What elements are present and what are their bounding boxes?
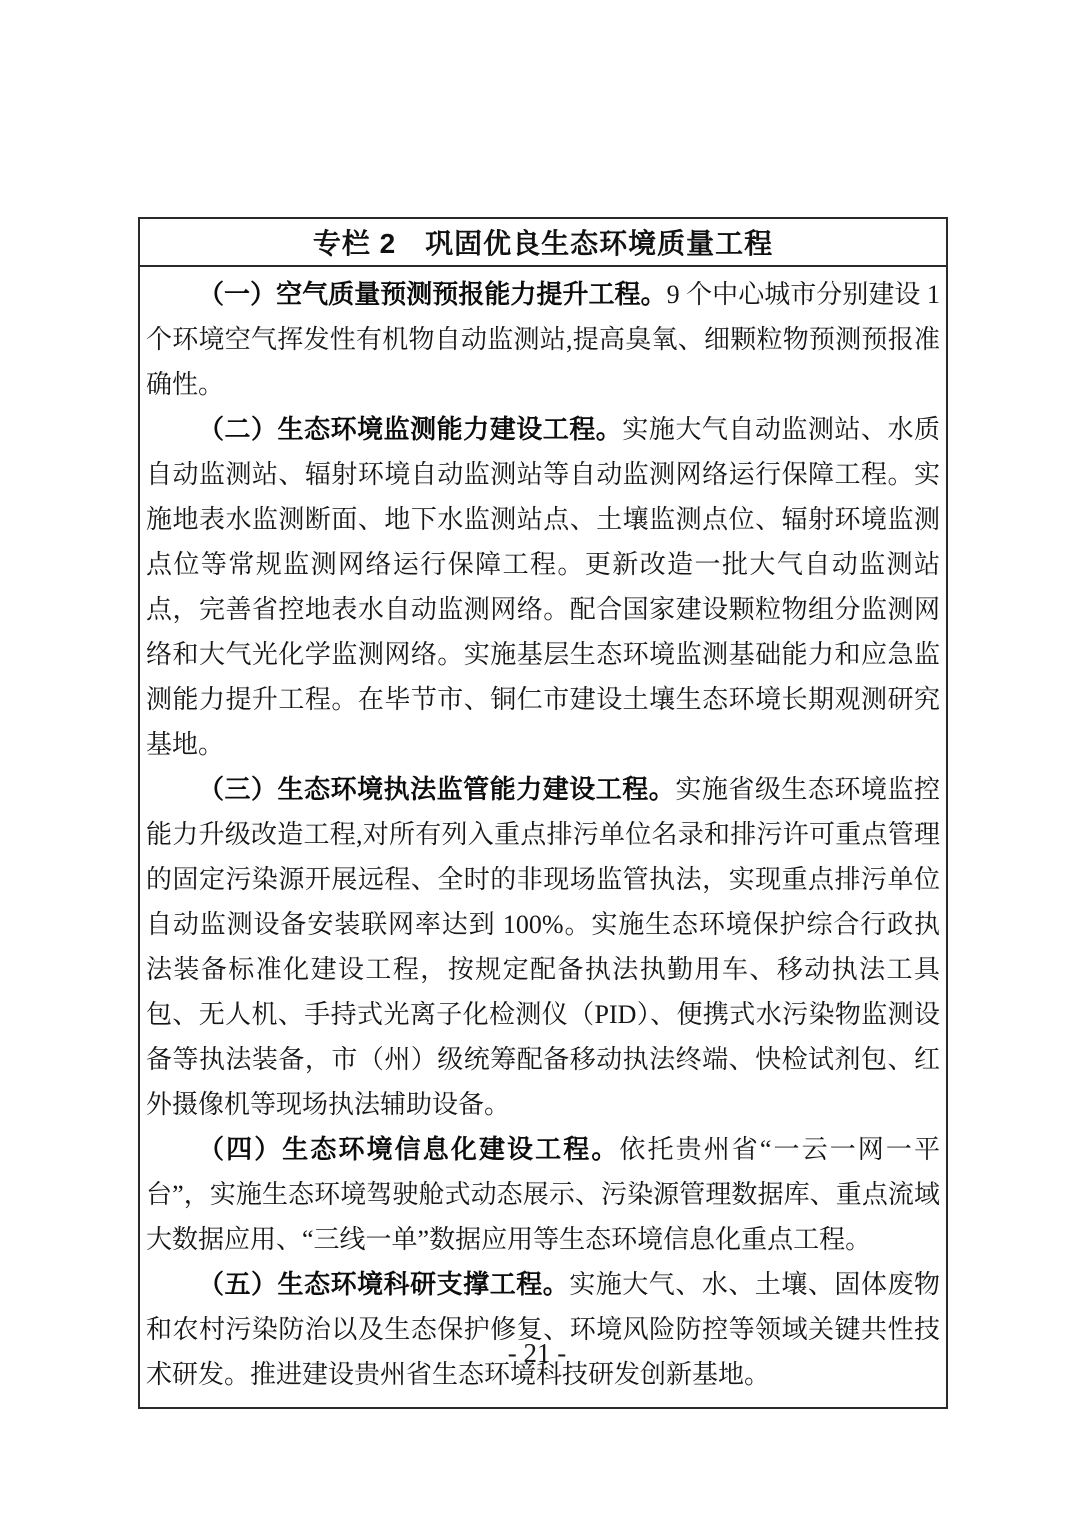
paragraph-5-lead: （五）生态环境科研支撑工程。 xyxy=(198,1269,570,1299)
paragraph-4-lead: （四）生态环境信息化建设工程。 xyxy=(198,1134,620,1164)
paragraph-2-text: 实施大气自动监测站、水质自动监测站、辐射环境自动监测站等自动监测网络运行保障工程。实施地表水监测断面、地下水监测站点、土壤监测点位、辐射环境监测点位等常规监测网络运行保障工程。更新改造一批大气自动监测站点，完善省控地表水自动监测网络。配合国家建设颗粒物组分监测网络和大气光化学监测网络。实施基层生态环境监测基础能力和应急监测能力提升工程。在毕节市、铜仁市建设土壤生态环境长期观测研究基地。 xyxy=(146,415,940,759)
paragraph-air-quality-forecast xyxy=(146,272,940,407)
paragraph-2-lead: （二）生态环境监测能力建设工程。 xyxy=(198,414,623,444)
box-body xyxy=(140,267,946,1407)
paragraph-informatization xyxy=(146,1127,940,1262)
paragraph-enforcement-capacity xyxy=(146,767,940,1127)
paragraph-3-text: 实施省级生态环境监控能力升级改造工程,对所有列入重点排污单位名录和排污许可重点管理的固定污染源开展远程、全时的非现场监管执法，实现重点排污单位自动监测设备安装联网率达到 100%。实施生态环境保护综合行政执法装备标准化建设工程，按规定配备执法执勤用车、移动执法工具包、无人机、手持式光离子化检测仪（PID）、便携式水污染物监测设备等执法装备，市（州）级统筹配备移动执法终端、快检试剂包、红外摄像机等现场执法辅助设备。 xyxy=(146,775,940,1119)
page-number: - 21 - xyxy=(507,1338,567,1368)
paragraph-4-text: 依托贵州省“一云一网一平台”，实施生态环境驾驶舱式动态展示、污染源管理数据库、重点流域大数据应用、“三线一单”数据应用等生态环境信息化重点工程。 xyxy=(146,1135,940,1254)
paragraph-1-text: 9 个中心城市分别建设 1 个环境空气挥发性有机物自动监测站,提高臭氧、细颗粒物预测预报准确性。 xyxy=(146,280,940,399)
paragraph-1-lead: （一）空气质量预测预报能力提升工程。 xyxy=(198,279,667,309)
paragraph-monitoring-capacity xyxy=(146,407,940,767)
box-title: 专栏 2 巩固优良生态环境质量工程 xyxy=(140,219,946,267)
paragraph-5-text: 实施大气、水、土壤、固体废物和农村污染防治以及生态保护修复、环境风险防控等领域关键共性技术研发。推进建设贵州省生态环境科技研发创新基地。 xyxy=(146,1270,940,1389)
special-column-box xyxy=(138,217,948,1409)
paragraph-3-lead: （三）生态环境执法监管能力建设工程。 xyxy=(198,774,676,804)
paragraph-research-support xyxy=(146,1262,940,1397)
